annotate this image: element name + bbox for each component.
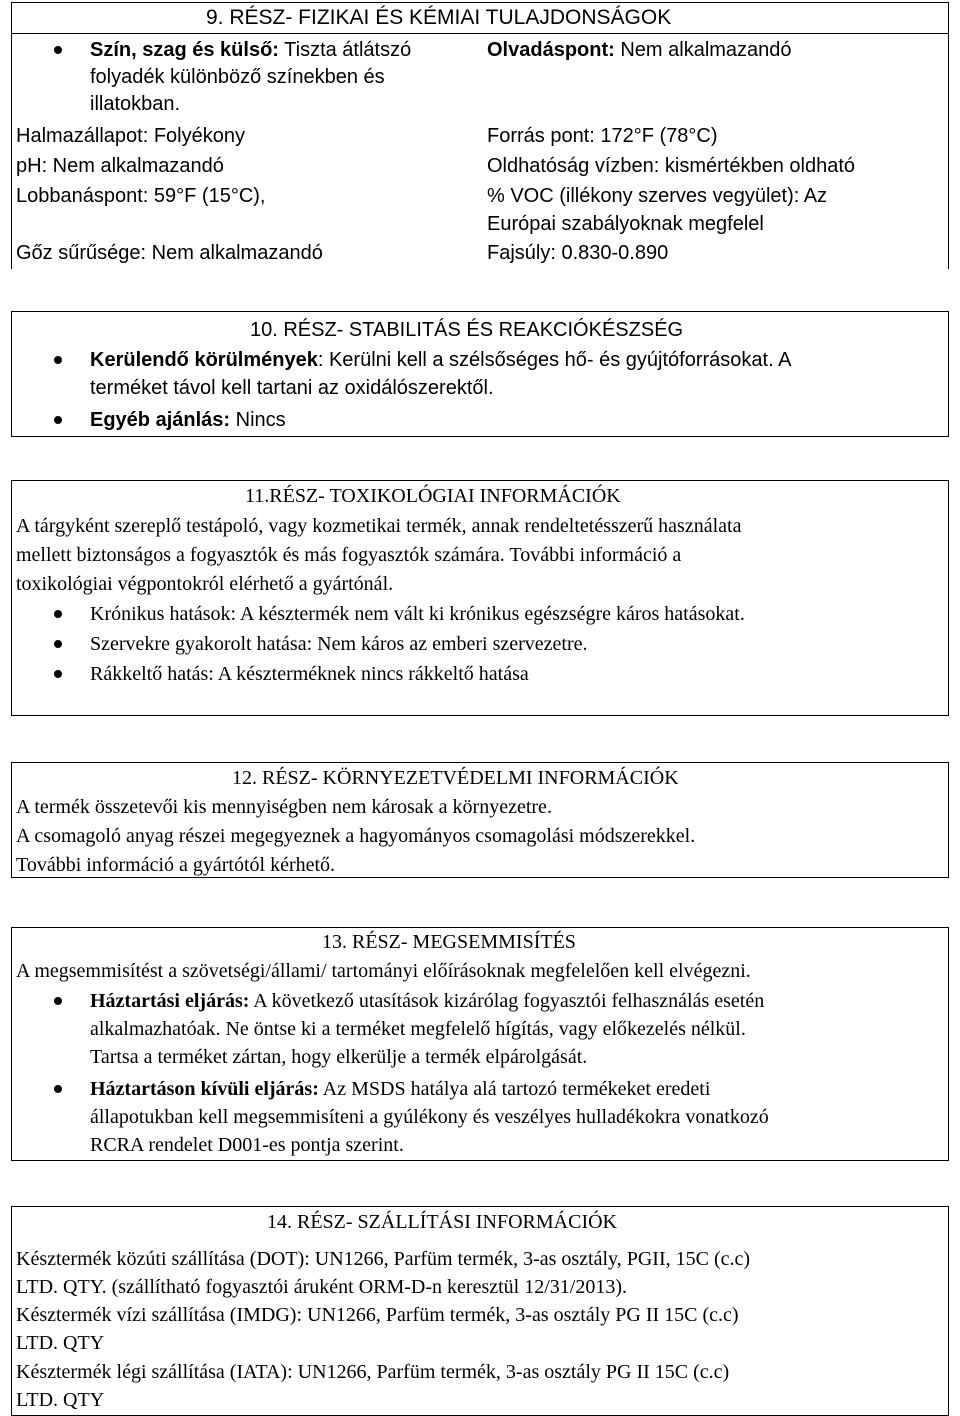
color-value-line-2: folyadék különböző színekben és <box>90 66 385 88</box>
non-household-value: Az MSDS hatálya alá tartozó termékeket eredeti <box>318 1078 711 1100</box>
melting-point <box>487 40 792 60</box>
tox-paragraph-line-2: mellett biztonságos a fogyasztók és más fogyasztók számára. További információ a <box>16 544 682 566</box>
conditions-value-line-2: terméket távol kell tartani az oxidálószerektől. <box>90 377 494 399</box>
section-13-title: 13. RÉSZ- MEGSEMMISÍTÉS <box>322 931 576 953</box>
section-14-title: 14. RÉSZ- SZÁLLÍTÁSI INFORMÁCIÓK <box>267 1211 617 1233</box>
voc-line-1: % VOC (illékony szerves vegyület): Az <box>487 185 828 207</box>
water-solubility: Oldhatóság vízben: kismértékben oldható <box>487 155 855 177</box>
vapor-density: Gőz sűrűsége: Nem alkalmazandó <box>16 242 323 264</box>
section-9-title: 9. RÉSZ- FIZIKAI ÉS KÉMIAI TULAJDONSÁGOK <box>206 6 672 29</box>
non-household-label: Háztartáson kívüli eljárás: <box>90 1078 319 1100</box>
carcinogenic-effect: Rákkeltő hatás: A készterméknek nincs rákkeltő hatása <box>90 663 529 685</box>
non-household-line-3: RCRA rendelet D001-es pontja szerint. <box>90 1134 404 1156</box>
iata-line-1: Késztermék légi szállítása (IATA): UN1266, Parfüm termék, 3-as osztály PG II 15C (c.c) <box>16 1361 730 1383</box>
bullet-icon <box>54 46 62 54</box>
bullet-icon <box>54 356 62 364</box>
env-line-2: A csomagoló anyag részei megegyeznek a hagyományos csomagolási módszerekkel. <box>16 825 696 847</box>
section-11-title: 11.RÉSZ- TOXIKOLÓGIAI INFORMÁCIÓK <box>245 485 621 507</box>
household-procedure <box>90 991 764 1011</box>
other-label: Egyéb ajánlás: <box>90 409 231 431</box>
other-recommendation <box>90 410 286 430</box>
household-line-2: alkalmazhatóak. Ne öntse ki a terméket megfelelő hígítás, vagy előkezelés nélkül. <box>90 1018 746 1040</box>
household-line-3: Tartsa a terméket zártan, hogy elkerülje a termék elpárolgását. <box>90 1046 588 1068</box>
voc-line-2: Európai szabályoknak megfelel <box>487 213 764 235</box>
color-label: Szín, szag és külső: <box>90 39 279 61</box>
conditions-to-avoid <box>90 350 791 370</box>
bullet-icon <box>54 640 62 648</box>
env-line-3: További információ a gyártótól kérhető. <box>16 854 336 876</box>
color-property <box>90 40 411 60</box>
tox-paragraph-line-3: toxikológiai végpontokról elérhető a gyártónál. <box>16 573 394 595</box>
non-household-line-2: állapotukban kell megsemmisíteni a gyúlékony és veszélyes hulladékokra vonatkozó <box>90 1106 769 1128</box>
household-label: Háztartási eljárás: <box>90 990 250 1012</box>
bullet-icon <box>54 670 62 678</box>
section-9-right-border <box>948 33 949 269</box>
iata-line-2: LTD. QTY <box>16 1389 105 1411</box>
physical-state: Halmazállapot: Folyékony <box>16 125 245 147</box>
organ-effects: Szervekre gyakorolt hatása: Nem káros az emberi szervezetre. <box>90 633 588 655</box>
conditions-value: : Kerülni kell a szélsőséges hő- és gyújtóforrásokat. A <box>317 349 792 371</box>
ph-value: pH: Nem alkalmazandó <box>16 155 224 177</box>
imdg-line-2: LTD. QTY <box>16 1332 105 1354</box>
specific-gravity: Fajsúly: 0.830-0.890 <box>487 242 669 264</box>
color-value: Tiszta átlátszó <box>278 39 412 61</box>
dot-line-2: LTD. QTY. (szállítható fogyasztói áruként ORM-D-n keresztül 12/31/2013). <box>16 1276 627 1298</box>
imdg-line-1: Késztermék vízi szállítása (IMDG): UN1266, Parfüm termék, 3-as osztály PG II 15C (c.c) <box>16 1304 739 1326</box>
section-10-title: 10. RÉSZ- STABILITÁS ÉS REAKCIÓKÉSZSÉG <box>250 319 684 341</box>
dot-line-1: Késztermék közúti szállítása (DOT): UN1266, Parfüm termék, 3-as osztály, PGII, 15C (c.c) <box>16 1248 751 1270</box>
bullet-icon <box>54 1085 62 1093</box>
melting-value: Nem alkalmazandó <box>614 39 792 61</box>
melting-label: Olvadáspont: <box>487 39 615 61</box>
boiling-point: Forrás pont: 172°F (78°C) <box>487 125 718 147</box>
conditions-label: Kerülendő körülmények <box>90 349 318 371</box>
flash-point: Lobbanáspont: 59°F (15°C), <box>16 185 266 207</box>
section-12-title: 12. RÉSZ- KÖRNYEZETVÉDELMI INFORMÁCIÓK <box>232 767 679 789</box>
env-line-1: A termék összetevői kis mennyiségben nem károsak a környezetre. <box>16 796 552 818</box>
section-9-left-border <box>11 33 12 269</box>
non-household-procedure <box>90 1079 710 1099</box>
household-value: A következő utasítások kizárólag fogyasztói felhasználás esetén <box>249 990 765 1012</box>
other-value: Nincs <box>230 409 286 431</box>
color-value-line-3: illatokban. <box>90 93 181 115</box>
bullet-icon <box>54 610 62 618</box>
bullet-icon <box>54 416 62 424</box>
tox-paragraph-line-1: A tárgyként szereplő testápoló, vagy kozmetikai termék, annak rendeltetésszerű használata <box>16 515 742 537</box>
chronic-effects: Krónikus hatások: A késztermék nem vált ki krónikus egészségre káros hatásokat. <box>90 603 745 625</box>
disposal-intro: A megsemmisítést a szövetségi/állami/ tartományi előírásoknak megfelelően kell elvégezni. <box>16 960 751 982</box>
bullet-icon <box>54 997 62 1005</box>
